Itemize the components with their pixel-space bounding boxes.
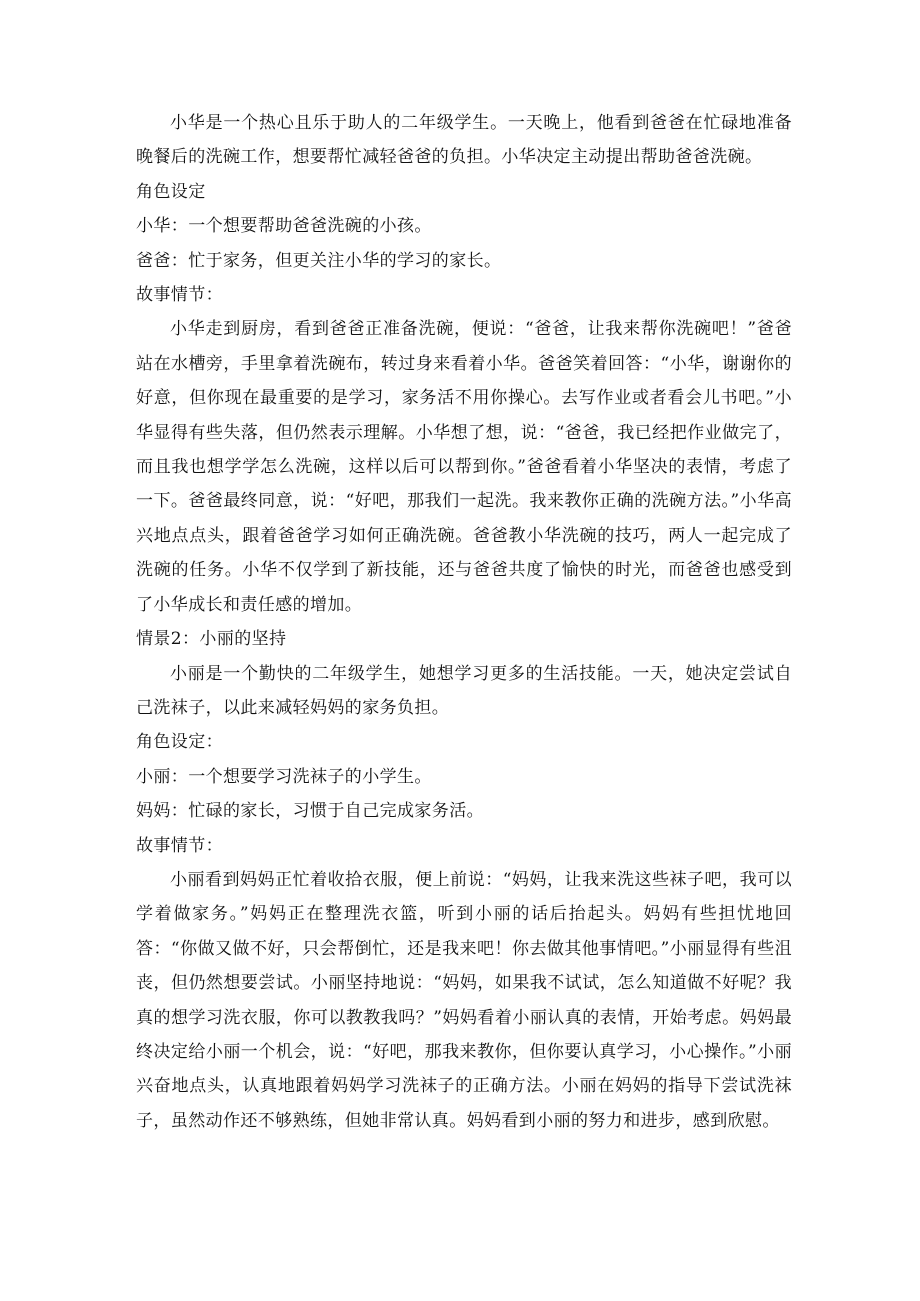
section-heading-roles: 角色设定： [136,732,223,753]
role-line-xiaohua: 小华：一个想要帮助爸爸洗碗的小孩。 [136,216,432,237]
intro-paragraph-xiaohua: 小华是一个热心且乐于助人的二年级学生。一天晚上，他看到爸爸在忙碌地准备晚餐后的洗碗工作，想要帮忙减轻爸爸的负担。小华决定主动提出帮助爸爸洗碗。 [136,113,792,168]
section-heading-roles: 角色设定 [136,181,206,202]
intro-paragraph-xiaoli: 小丽是一个勤快的二年级学生，她想学习更多的生活技能。一天，她决定尝试自己洗袜子，以此来减轻妈妈的家务负担。 [136,663,792,718]
scenario-heading-xiaoli: 情景2：小丽的坚持 [136,629,287,650]
section-heading-plot: 故事情节： [136,285,223,306]
role-line-xiaoli: 小丽：一个想要学习洗袜子的小学生。 [136,766,432,787]
role-line-dad: 爸爸：忙于家务，但更关注小华的学习的家长。 [136,250,502,271]
section-heading-plot: 故事情节： [136,835,223,856]
plot-paragraph-xiaohua: 小华走到厨房，看到爸爸正准备洗碗，便说：“爸爸，让我来帮你洗碗吧！”爸爸站在水槽旁，手里拿着洗碗布，转过身来看着小华。爸爸笑着回答：“小华，谢谢你的好意，但你现在最重要的是学习，家务活不用你操心。去写作业或者看会儿书吧。”小华显得有些失落，但仍然表示理解。小华想了想，说：“爸爸，我已经把作业做完了，而且我也想学学怎么洗碗，这样以后可以帮到你。”爸爸看着小华坚决的表情，考虑了一下。爸爸最终同意，说：“好吧，那我们一起洗。我来教你正确的洗碗方法。”小华高兴地点点头，跟着爸爸学习如何正确洗碗。爸爸教小华洗碗的技巧，两人一起完成了洗碗的任务。小华不仅学到了新技能，还与爸爸共度了愉快的时光，而爸爸也感受到了小华成长和责任感的增加。 [136,319,792,615]
document-body [136,106,792,1138]
plot-paragraph-xiaoli: 小丽看到妈妈正忙着收拾衣服，便上前说：“妈妈，让我来洗这些袜子吧，我可以学着做家务。”妈妈正在整理洗衣篮，听到小丽的话后抬起头。妈妈有些担忧地回答：“你做又做不好，只会帮倒忙，还是我来吧！你去做其他事情吧。”小丽显得有些沮丧，但仍然想要尝试。小丽坚持地说：“妈妈，如果我不试试，怎么知道做不好呢？我真的想学习洗衣服，你可以教教我吗？”妈妈看着小丽认真的表情，开始考虑。妈妈最终决定给小丽一个机会，说：“好吧，那我来教你，但你要认真学习，小心操作。”小丽兴奋地点头，认真地跟着妈妈学习洗袜子的正确方法。小丽在妈妈的指导下尝试洗袜子，虽然动作还不够熟练，但她非常认真。妈妈看到小丽的努力和进步，感到欣慰。 [136,869,792,1131]
role-line-mom: 妈妈：忙碌的家长，习惯于自己完成家务活。 [136,801,484,822]
